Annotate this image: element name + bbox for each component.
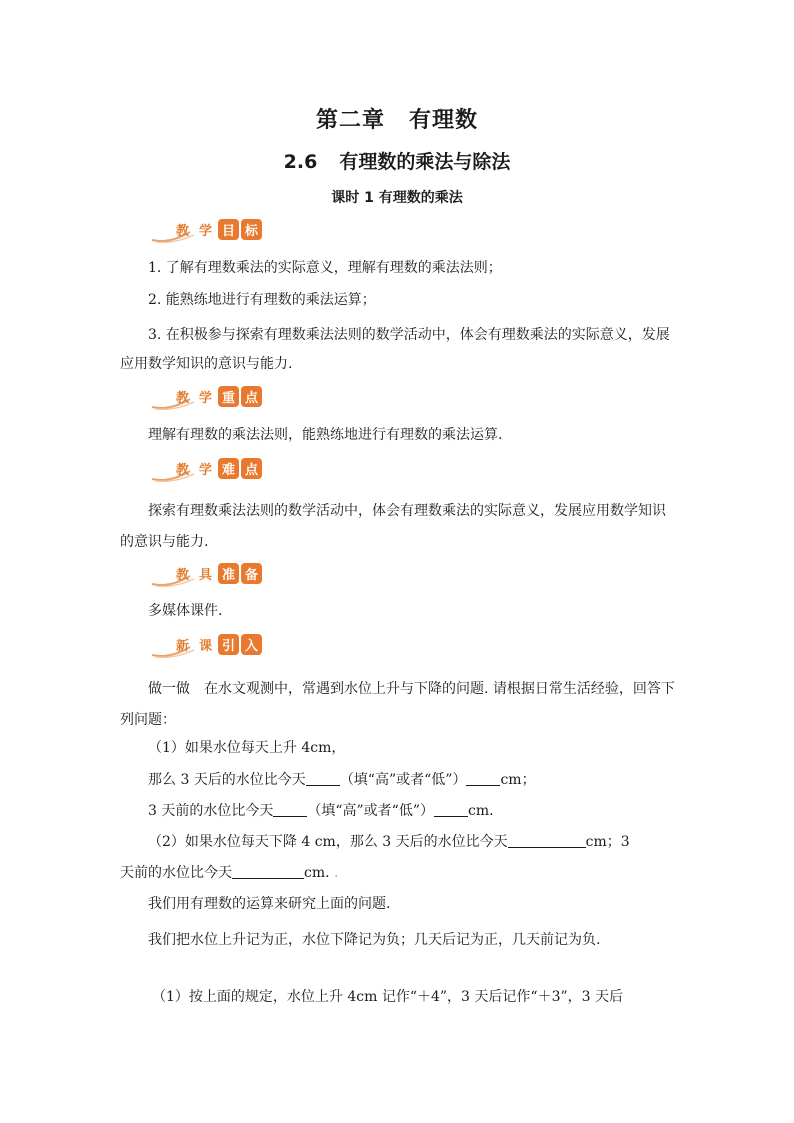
question-2b <box>120 863 338 883</box>
convention-text: （1）按上面的规定，水位上升 4cm 记作“＋4”，3 天后记作“＋3”，3 天后 <box>152 989 623 1005</box>
question-1a <box>148 770 536 790</box>
section-number: 2.6 <box>283 151 318 173</box>
section-title: 有理数的乘法与除法 <box>339 151 511 173</box>
q1a-prefix: 那么 3 天后的水位比今天 <box>148 772 306 788</box>
badge-char: 目 <box>218 219 239 240</box>
answer-blank[interactable] <box>466 771 500 786</box>
chapter-heading <box>0 103 794 134</box>
q2-middle: cm；3 <box>585 834 630 850</box>
q2-prefix: （2）如果水位每天下降 4 cm，那么 3 天后的水位比今天 <box>148 834 508 850</box>
prep-text: 多媒体课件. <box>148 603 223 619</box>
key-points-text: 理解有理数的乘法法则，能熟练地进行有理数的乘法运算. <box>148 427 503 443</box>
answer-blank[interactable] <box>434 802 468 817</box>
goal-item-1: 1. 了解有理数乘法的实际意义，理解有理数的乘法法则； <box>148 260 502 276</box>
badge-char: 准 <box>218 563 239 584</box>
question-1b <box>148 801 494 821</box>
q2b-prefix: 天前的水位比今天 <box>120 865 232 881</box>
badge-char: 课 <box>198 639 212 654</box>
badge-char: 教 <box>175 391 189 406</box>
badge-char: 难 <box>218 458 239 479</box>
chapter-number: 第二章 <box>315 108 385 133</box>
chapter-title: 有理数 <box>409 108 479 133</box>
goal-item-3: 3. 在积极参与探索有理数乘法法则的数学活动中，体会有理数乘法的实际意义，发展应用数学知识的意识与能力. <box>120 327 670 372</box>
badge-char: 教 <box>175 568 189 583</box>
q1b-middle: （填“高”或者“低”） <box>307 803 434 819</box>
badge-char: 学 <box>198 391 212 406</box>
answer-blank[interactable] <box>232 864 304 879</box>
badge-char: 学 <box>198 224 212 239</box>
q1a-middle: （填“高”或者“低”） <box>339 772 467 788</box>
answer-blank[interactable] <box>508 833 586 848</box>
badge-char: 学 <box>198 463 212 478</box>
badge-char: 具 <box>198 568 212 583</box>
question-1: （1）如果水位每天上升 4cm， <box>148 740 346 756</box>
badge-char: 标 <box>241 219 262 240</box>
rule-text: 我们把水位上升记为正，水位下降记为负；几天后记为正，几天前记为负. <box>148 932 601 948</box>
activity-text: 做一做 在水文观测中，常遇到水位上升与下降的问题. 请根据日常生活经验，回答下列问题： <box>120 681 675 728</box>
answer-blank[interactable] <box>306 771 340 786</box>
badge-char: 教 <box>175 463 189 478</box>
answer-blank[interactable] <box>273 802 307 817</box>
question-2 <box>148 832 630 852</box>
difficulty-text: 探索有理数乘法法则的数学活动中，体会有理数乘法的实际意义，发展应用数学知识的意识与能力. <box>120 503 666 550</box>
goal-item-2: 2. 能熟练地进行有理数的乘法运算； <box>148 292 376 308</box>
badge-char: 重 <box>218 386 239 407</box>
q1a-suffix: cm； <box>500 772 536 788</box>
study-text: 我们用有理数的运算来研究上面的问题. <box>148 896 391 912</box>
badge-char: 教 <box>175 224 189 239</box>
lesson-heading: 课时 1 有理数的乘法 <box>331 190 463 206</box>
badge-char: 入 <box>241 634 262 655</box>
stray-dot: . <box>334 865 339 881</box>
badge-char: 引 <box>218 634 239 655</box>
badge-char: 点 <box>241 386 262 407</box>
badge-char: 新 <box>175 639 189 654</box>
q1b-suffix: cm. <box>468 803 494 819</box>
badge-char: 备 <box>241 563 262 584</box>
q2b-suffix: cm. <box>304 865 330 881</box>
badge-char: 点 <box>241 458 262 479</box>
q1b-prefix: 3 天前的水位比今天 <box>148 803 274 819</box>
section-heading <box>0 147 794 174</box>
